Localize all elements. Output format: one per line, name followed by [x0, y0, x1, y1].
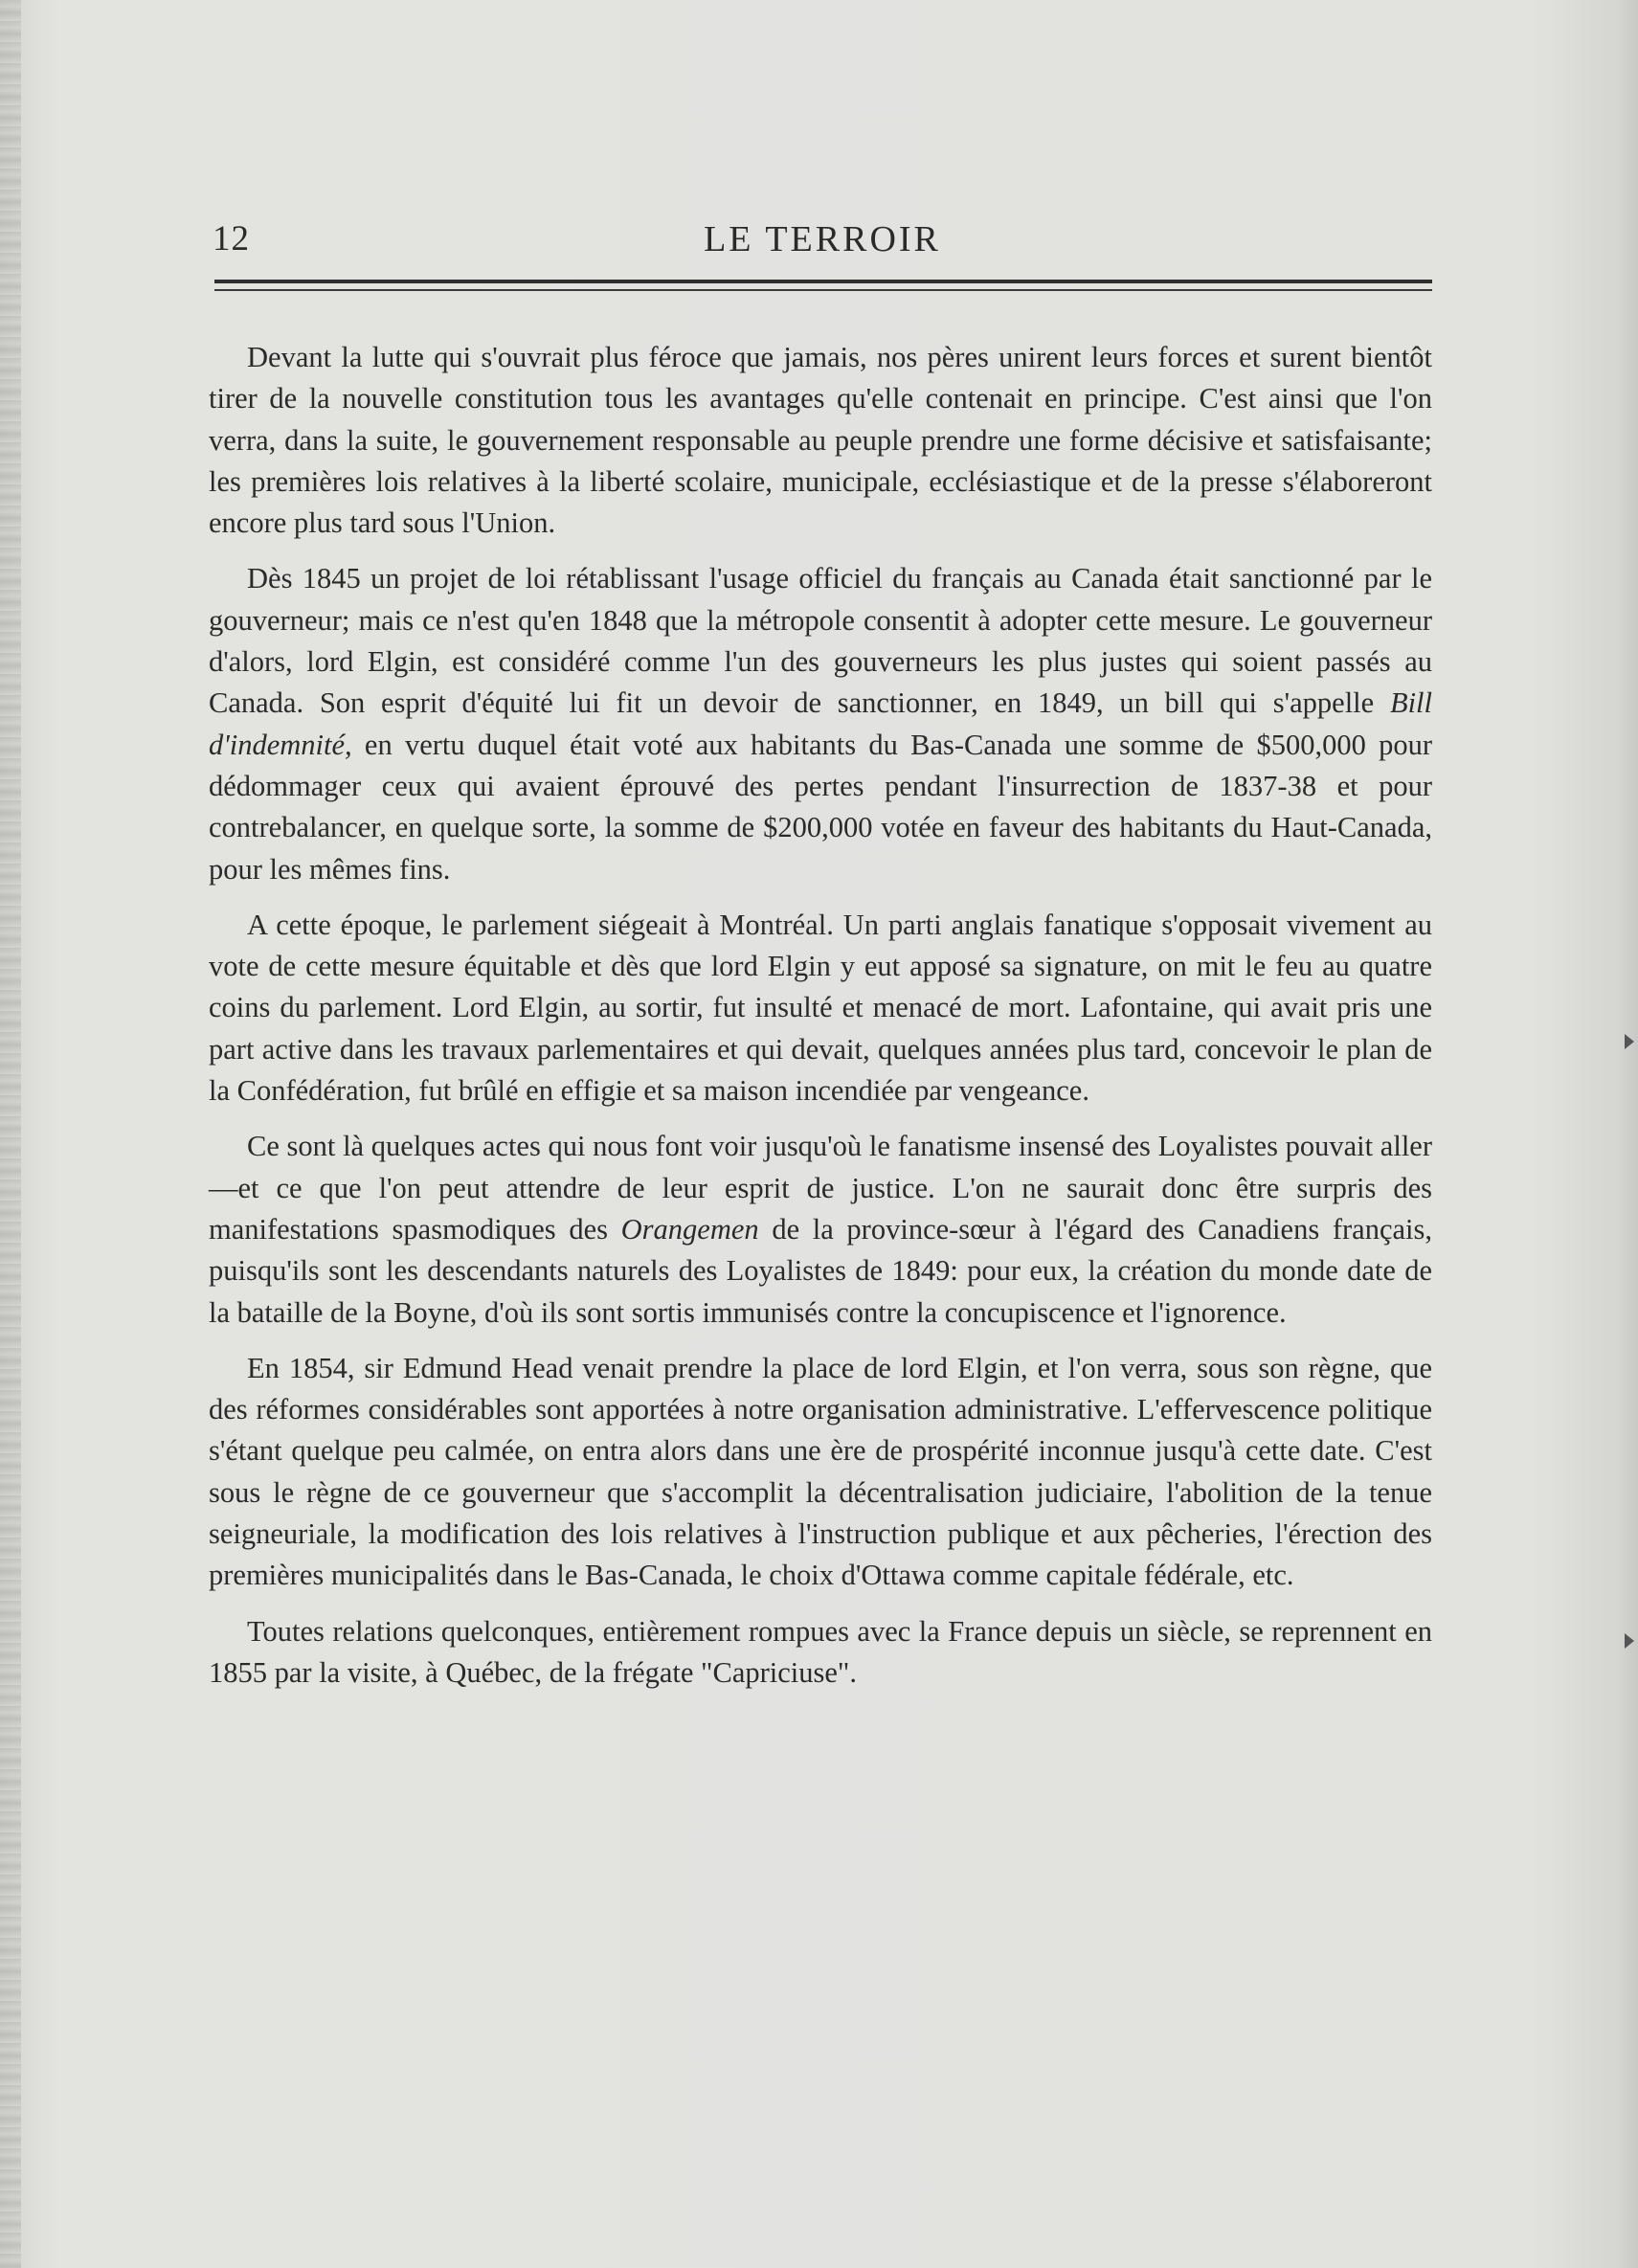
paragraph-text: Devant la lutte qui s'ouvrait plus féroce que jamais, nos pères unirent leurs forces et surent bientôt tirer de la nouvelle constitution tous les avantages qu'elle contenait en principe. C'est ainsi que l'on verra, dans la suite, le gouvernement responsable au peuple prendre une forme décisive et satisfaisante; les premières lois relatives à la liberté scolaire, municipale, ecclésiastique et de la presse s'élaboreront encore plus tard sous l'Union.	[209, 341, 1432, 540]
paragraph-1	[209, 337, 1432, 544]
paragraph-text: Dès 1845 un projet de loi rétablissant l'usage officiel du français au Canada était sanctionné par le gouverneur; mais ce n'est qu'en 1848 que la métropole consentit à adopter cette mesure. Le gouverneur d'alors, lord Elgin, est considéré comme l'un des gouverneurs les plus justes qui soient passés au Canada. Son esprit d'équité lui fit un devoir de sanctionner, en 1849, un bill qui s'appelle	[209, 562, 1432, 720]
running-head	[213, 213, 1432, 266]
italic-term: Bill d'indemnité,	[209, 686, 1432, 761]
paragraph-4	[209, 1126, 1432, 1333]
paragraph-text: Ce sont là quelques actes qui nous font voir jusqu'où le fanatisme insensé des Loyalistes pouvait aller—et ce que l'on peut attendre de leur esprit de justice. L'on ne saurait donc être surpris des manifestations spasmodiques des	[209, 1130, 1432, 1246]
header-rule-thin	[214, 289, 1432, 291]
italic-term: Orangemen	[620, 1212, 759, 1246]
journal-title: LE TERROIR	[704, 219, 941, 259]
paragraph-text: En 1854, sir Edmund Head venait prendre la place de lord Elgin, et l'on verra, sous son règne, que des réformes considérables sont apportées à notre organisation administrative. L'effervescence politique s'étant quelque peu calmée, on entra alors dans une ère de prospérité inconnue jusqu'à cette date. C'est sous le règne de ce gouverneur que s'accomplit la décentralisation judiciaire, l'abolition de la tenue seigneuriale, la modification des lois relatives à l'instruction publique et aux pêcheries, l'érection des premières municipalités dans le Bas-Canada, le choix d'Ottawa comme capitale fédérale, etc.	[209, 1351, 1432, 1592]
header-rule-thick	[214, 280, 1432, 283]
paragraph-text: Toutes relations quelconques, entièrement rompues avec la France depuis un siècle, se reprennent en 1855 par la visite, à Québec, de la frégate "Capriciuse".	[209, 1614, 1432, 1689]
paragraph-3	[209, 905, 1432, 1112]
paragraph-2	[209, 558, 1432, 889]
edge-tab-mark	[1625, 1633, 1634, 1649]
page-number: 12	[213, 219, 250, 258]
paragraph-text: A cette époque, le parlement siégeait à Montréal. Un parti anglais fanatique s'opposait vivement au vote de cette mesure équitable et dès que lord Elgin y eut apposé sa signature, on mit le feu au quatre coins du parlement. Lord Elgin, au sortir, fut insulté et menacé de mort. Lafontaine, qui avait pris une part active dans les travaux parlementaires et qui devait, quelques années plus tard, concevoir le plan de la Confédération, fut brûlé en effigie et sa maison incendiée par vengeance.	[209, 908, 1432, 1108]
paragraph-5	[209, 1348, 1432, 1597]
paragraph-text: en vertu duquel était voté aux habitants du Bas-Canada une somme de $500,000 pour dédommager ceux qui avaient éprouvé des pertes pendant l'insurrection de 1837-38 et pour contrebalancer, en quelque sorte, la somme de $200,000 votée en faveur des habitants du Haut-Canada, pour les mêmes fins.	[209, 728, 1432, 886]
page-binding-edge	[0, 0, 21, 2268]
edge-tab-mark	[1625, 1034, 1634, 1049]
paragraph-text: de la province-sœur à l'égard des Canadiens français, puisqu'ils sont les descendants naturels des Loyalistes de 1849: pour eux, la création du monde date de la bataille de la Boyne, d'où ils sont sortis immunisés contre la concupiscence et l'ignorence.	[209, 1212, 1432, 1329]
paragraph-6	[209, 1611, 1432, 1695]
article-body	[209, 337, 1432, 1708]
